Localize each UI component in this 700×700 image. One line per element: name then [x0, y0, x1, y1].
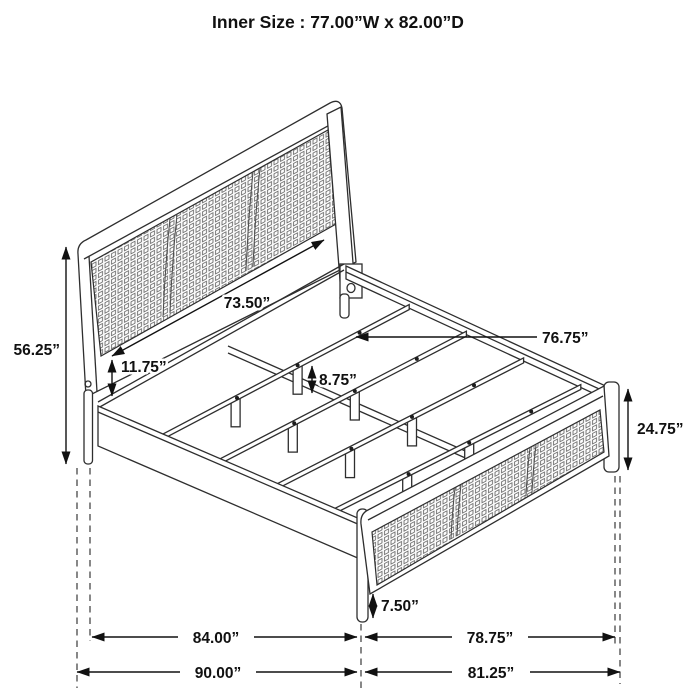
headboard-left-leg — [84, 390, 93, 464]
left-side-rail-line — [98, 412, 360, 525]
footboard-height-label: 24.75” — [637, 421, 684, 438]
footboard-inner-width-label: 78.75” — [466, 630, 514, 647]
inner-size-title: Inner Size : 77.00”W x 82.00”D — [212, 12, 464, 32]
slat-length-label: 76.75” — [542, 330, 589, 347]
footboard-rail-label: 7.50” — [381, 598, 419, 615]
headboard-height-label: 56.25” — [13, 342, 60, 359]
footboard — [357, 382, 619, 622]
frame-inner-length-label: 84.00” — [192, 630, 240, 647]
headboard-right-leg — [340, 294, 349, 318]
slat — [218, 331, 466, 465]
frame-outer-length-label: 90.00” — [194, 665, 242, 682]
slat-leg-label: 8.75” — [319, 372, 357, 389]
footboard-outer-width-label: 81.25” — [467, 665, 515, 682]
headboard-width-label: 73.50” — [223, 295, 271, 312]
headboard-rail-label: 11.75” — [121, 359, 167, 376]
